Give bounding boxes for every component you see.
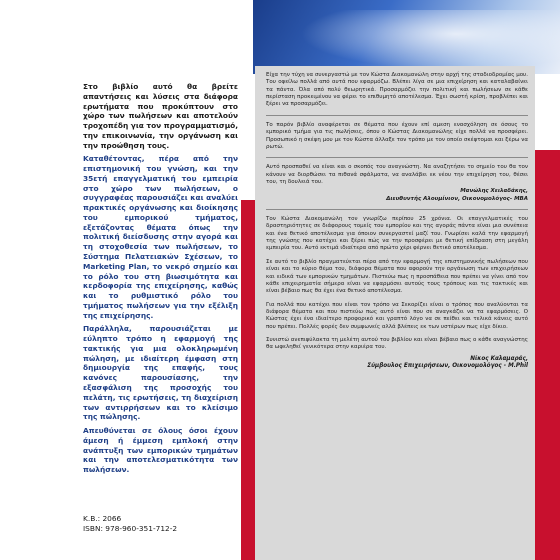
testimonial-2-paragraph-2: Σε αυτό το βιβλίο πραγματεύεται πέρα από την εφαρμογή της επιστημονικής πωλήσεων που είναι και το κύριο θέμα του, διάφορα θέματα που αφορούν την οργάνωση των επιχειρήσεων και ειδικά των εμπορικών τμημάτων. Πιστεύω πως η προσπάθεια που πρέπει να γίνει από τον κάθε επιχειρηματία σήμερα είναι να εφαρμόσει αυτούς τους τρόπους και τις τακτικές και είναι βέβαιο πως θα έχει ένα θετικό αποτέλεσμα.	[266, 258, 528, 295]
testimonial-2-paragraph-1: Τον Κώστα Διακομανώλη τον γνωρίζω περίπου 25 χρόνια. Οι επαγγελματικές του δραστηριότητες σε διάφορους τομείς του εμπορίου και της αγοράς πάντα είναι μια συνέπεια και ένα θετικό αποτέλεσμα για όποιον συνεργαστεί μαζί του. Γνωρίσει καλά την εφαρμογή της γνώσης που κατέχει και ξέρει πώς να την προσφέρει με θετική επίδραση στη μεγάλη εμπειρία του. Αυτό εκτιμά ιδιαίτερα από πρώτο χέρι φέρνει θετικό αποτέλεσμα.	[266, 216, 528, 252]
blurb-paragraph-2: Καταθέτοντας, πέρα από την επιστημονική του γνώση, και την 35ετή επαγγελματική του εμπειρία στο χώρο των πωλήσεων, ο συγγραφέας παρουσιάζει και αναλύει πρακτικές οργάνωσης και διοίκησης του εμπορικού τμήματος, εξετάζοντας θέματα όπως την πολιτική διείσδυσης στην αγορά και τη στοχοθεσία των πωλήσεων, το Σύστημα Πελατειακών Σχέσεων, το Marketing Plan, το νεκρό σημείο και το ρόλο του στη βιωσιμότητα και κερδοφορία της επιχείρησης, καθώς και το ρυθμιστικό ρόλο του τμήματος πωλήσεων για την εξέλιξη της επιχείρησης.	[83, 154, 238, 320]
blurb-paragraph-1: Στο βιβλίο αυτό θα βρείτε απαντήσεις και λύσεις στα διάφορα ερωτήματα που προκύπτουν στο χώρο των πωλήσεων και αποτελούν τροχοπέδη για τον προγραμματισμό, την επικοινωνία, την οργάνωση και την προώθηση τους.	[83, 82, 239, 150]
kb-code: Κ.Β.: 2066	[83, 514, 122, 523]
testimonial-2-paragraph-3: Για πολλά που κατέχει που είναι τον τρόπο να Σεκορίζει είναι ο τρόπος που αναλύονται τα διάφορα θέματα και που πιστεύω πως αυτό είναι που σε αναγκάζει να τα εφαρμόσεις. Ο Κώστας έχει ένα ιδιαίτερο προφορικό και γραπτό λόγο να σε πείθει και τελικά κάνεις αυτό που πρέπει. Πολλές φορές δεν συμφωνείς αλλά βλέπεις εκ των υστέρων πως είχε δίκιο.	[266, 301, 528, 330]
top-blue-glow	[300, 10, 560, 70]
divider	[266, 157, 528, 158]
testimonial-2-signature: Νίκος Καλαμαράς, Σύμβουλος Επιχειρήσεων, Οικονομολόγος - M.Phil	[367, 355, 528, 370]
testimonial-1-paragraph-1: Είχα την τύχη να συνεργαστώ με τον Κώστα Διακομανώλη στην αρχή της σταδιοδρομίας μου. Του οφείλω πολλά από αυτά που εφαρμόζω. Βλέπει λίγα σε μια επιχείρηση και καταλαβαίνει τα πάντα. Όλα από πολύ θεωρητικά. Προσαρμόζει την πολιτική και πωλήσεων σε κάθε περίσταση προκειμένου να φέρει το επιθυμητό αποτέλεσμα. Έχει σωστή κρίση, προβλέπει και ξέρει να προσαρμόζει.	[266, 72, 528, 108]
testimonials	[266, 72, 528, 371]
isbn-code: ISBN: 978-960-351-712-2	[83, 523, 178, 533]
divider	[266, 115, 528, 116]
testimonial-1-signature: Μανώλης Χειλαδάκης, Διευθυντής Αλουμίνιον, Οικονομολόγος- MBA	[386, 188, 528, 202]
testimonial-1-paragraph-2: Το παρόν βιβλίο αναφέρεται σε θέματα που έχουν επί αμεση ενασχόληση σε όσους το εμπορικό τμήμα για τις πωλήσεις, όπου ο Κώστας Διακομανώλης είχε πολλά να προσφέρει. Προσωπικό η σκέψη μου με τον Κώστα άλλαξε τον τρόπο με τον οποίο σκέφτομαι και ξέρω να ρωτώ.	[266, 121, 528, 150]
testimonial-2-paragraph-4: Συνιστώ ανεπιφύλακτα τη μελέτη αυτού του βιβλίου και είναι βέβαιο πως ο κάθε αναγνώστης θα ωφεληθεί γενικότερα στην καριέρα του.	[266, 337, 528, 351]
testimonial-1-paragraph-3: Αυτό προσπαθεί να είναι και ο σκοπός του αναγνώστη. Να αναζητήσει το σημείο του θα τον κάνουν να διορθώσει τα πιθανά σφάλματα, να αναλάβει εκ νέου την επιχείρηση του, θέσει του, τη δουλειά του.	[266, 164, 528, 185]
blurb-paragraph-4: Απευθύνεται σε όλους όσοι έχουν άμεση ή έμμεση εμπλοκή στην ανάπτυξη των εμπορικών τμημάτων και την αποτελεσματικότητα των πωλήσεων.	[83, 426, 238, 475]
blurb-text	[83, 82, 238, 479]
blurb-paragraph-3: Παράλληλα, παρουσιάζεται με εύληπτο τρόπο η εφαρμογή της τακτικής για μια ολοκληρωμένη πώληση, με ιδιαίτερη έμφαση στη δημιουργία της επαφής, τους κανόνες παρουσίασης, την εξασφάλιση της προσοχής του πελάτη, τις ερωτήσεις, τη διαχείριση των αντιρρήσεων και το κλείσιμο της πώλησης.	[83, 324, 238, 422]
red-band-left	[241, 200, 255, 560]
divider	[266, 209, 528, 210]
book-codes	[83, 514, 233, 534]
